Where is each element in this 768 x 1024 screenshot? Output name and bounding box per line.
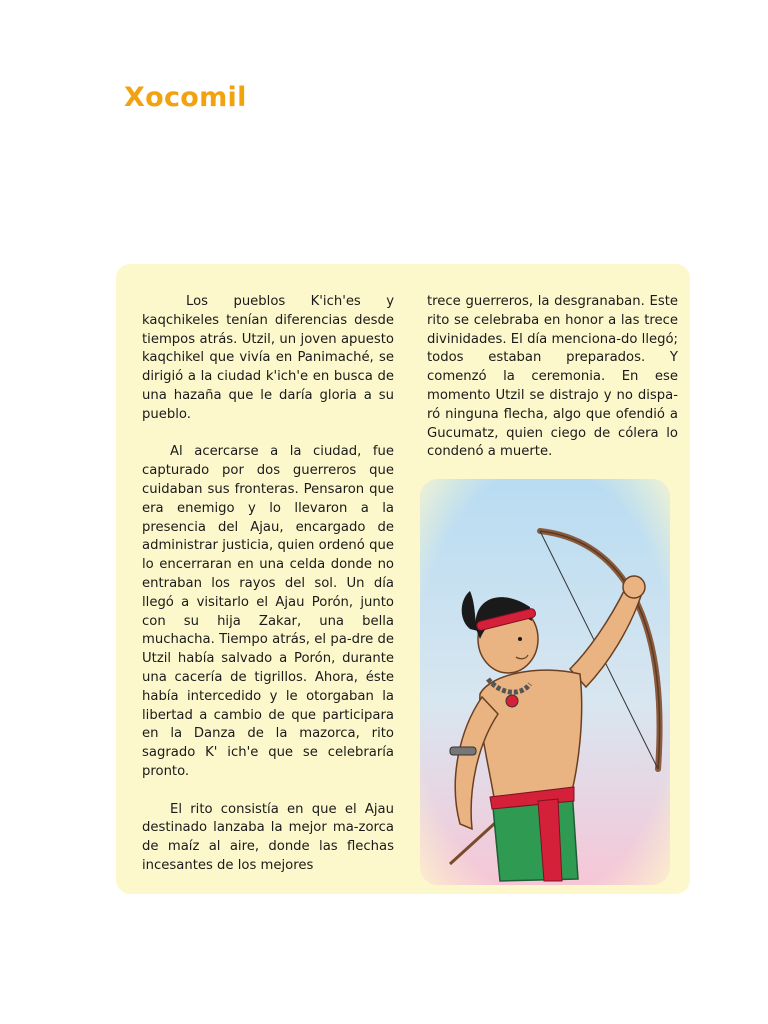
paragraph-4: trece guerreros, la desgranaban. Este rito se celebraba en honor a las trece divinidades. El día menciona-do llegó; todos estaban preparados. Y comenzó la ceremonia. En ese momento Utzil se distrajo y no dispa-ró ninguna flecha, algo que ofendió a Gucumatz, quien ciego de cólera lo condenó a muerte. [427, 294, 678, 460]
page-title: Xocomil [124, 82, 247, 113]
left-text-column [142, 293, 394, 895]
torso [480, 670, 582, 804]
right-text-column [427, 293, 678, 481]
paragraph-1: Los pueblos K'ich'es y kaqchikeles tenían diferencias desde tiempos atrás. Utzil, un joven apuesto kaqchikel que vivía en Panimaché, se dirigió a la ciudad k'ich'e en busca de una hazaña que le daría gloria a su pueblo. [142, 294, 394, 422]
paragraph-2: Al acercarse a la ciudad, fue capturado por dos guerreros que cuidaban sus fronteras. Pensaron que era enemigo y lo llevaron a la presencia del Ajau, encargado de administrar justicia, quien ordenó que lo encerraran en una celda donde no entraban los rayos del sol. Un día llegó a visitarlo el Ajau Porón, junto con su hija Zakar, una bella muchacha. Tiempo atrás, el pa-dre de Utzil había salvado a Porón, durante una cacería de tigrillos. Ahora, éste había intercedido y le otorgaban la libertad a cambio de que participara en la Danza de la mazorca, rito sagrado K' ich'e que se celebraría pronto. [142, 444, 394, 779]
paragraph-3: El rito consistía en que el Ajau destinado lanzaba la mejor ma-zorca de maíz al aire, donde las flechas incesantes de los mejores [142, 801, 394, 873]
archer-illustration [420, 479, 670, 885]
